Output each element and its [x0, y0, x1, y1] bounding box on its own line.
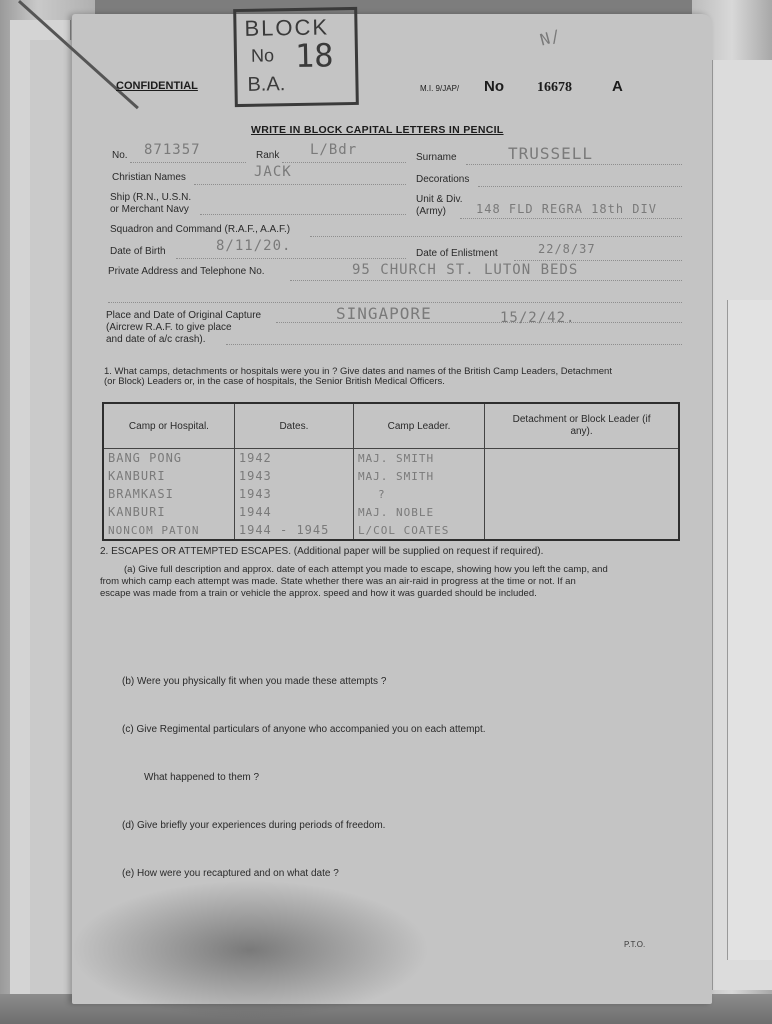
pto-label: P.T.O. [624, 940, 646, 949]
leader-cell: ? [353, 485, 484, 503]
camp-cell: NONCOM PATON [103, 521, 234, 540]
form-suffix: A [612, 78, 623, 95]
christian-names-value: JACK [254, 164, 292, 180]
header-camp: Camp or Hospital. [103, 403, 234, 449]
q2-a-line1: (a) Give full description and approx. date of each attempt you made to escape, showing how you left the camp, and [124, 564, 608, 575]
capture-label-1: Place and Date of Original Capture [106, 310, 262, 321]
detachment-cell [485, 449, 679, 468]
camp-cell: BANG PONG [103, 449, 234, 468]
instruction-heading: WRITE IN BLOCK CAPITAL LETTERS IN PENCIL [251, 124, 504, 136]
unit-label-1: Unit & Div. [416, 194, 463, 205]
surname-value: TRUSSELL [508, 144, 594, 163]
address-label: Private Address and Telephone No. [108, 266, 265, 277]
camp-cell: KANBURI [103, 503, 234, 521]
surname-label: Surname [416, 152, 457, 163]
corner-scribble: N/ [537, 25, 564, 50]
table-row [103, 521, 679, 540]
detachment-cell [485, 521, 679, 540]
stamp-line3: B.A. [247, 73, 286, 96]
leader-cell: MAJ. SMITH [353, 467, 484, 485]
dates-cell: 1944 [234, 503, 353, 521]
q2-a-line3: escape was made from a train or vehicle the approx. speed and how it was guarded should be included. [100, 588, 537, 599]
form-number: 16678 [537, 80, 572, 95]
stamp-line2: No [250, 45, 275, 66]
unit-label-2: (Army) [416, 206, 446, 217]
dob-value: 8/11/20. [216, 238, 292, 254]
detachment-cell [485, 503, 679, 521]
camps-table [102, 402, 680, 541]
ship-label-2: or Merchant Navy [110, 204, 189, 215]
enlistment-value: 22/8/37 [538, 242, 596, 256]
dates-cell: 1942 [234, 449, 353, 468]
leader-cell: MAJ. SMITH [353, 449, 484, 468]
capture-place: SINGAPORE [336, 304, 432, 323]
camp-cell: KANBURI [103, 467, 234, 485]
christian-names-label: Christian Names [112, 172, 186, 183]
stamp-number: 18 [294, 36, 334, 76]
confidential-label: CONFIDENTIAL [116, 80, 198, 92]
leader-cell: L/COL COATES [353, 521, 484, 540]
service-number-value: 871357 [144, 142, 201, 158]
squadron-label: Squadron and Command (R.A.F., A.A.F.) [110, 224, 291, 235]
no-label: No. [112, 150, 128, 161]
q2-b: (b) Were you physically fit when you made these attempts ? [122, 676, 387, 687]
q2-heading: 2. ESCAPES OR ATTEMPTED ESCAPES. (Additional paper will be supplied on request if required). [100, 546, 544, 557]
table-header-row [103, 403, 679, 449]
detachment-cell [485, 485, 679, 503]
q2-d: (d) Give briefly your experiences during periods of freedom. [122, 820, 386, 831]
photo-shadow [70, 880, 430, 1020]
table-row [103, 449, 679, 468]
header-dates: Dates. [234, 403, 353, 449]
dates-cell: 1943 [234, 485, 353, 503]
capture-date: 15/2/42. [500, 310, 576, 326]
table-row [103, 485, 679, 503]
rank-label: Rank [256, 150, 280, 161]
dates-cell: 1943 [234, 467, 353, 485]
leader-cell: MAJ. NOBLE [353, 503, 484, 521]
table-row [103, 503, 679, 521]
q2-a-line2: from which camp each attempt was made. State whether there was an air-raid in progress at the time or not. If an [100, 576, 576, 587]
stamp-line1: BLOCK [244, 14, 330, 41]
decorations-label: Decorations [416, 174, 470, 185]
camp-cell: BRAMKASI [103, 485, 234, 503]
q1-text-2: (or Block) Leaders or, in the case of hospitals, the Senior British Medical Officers. [104, 376, 445, 387]
form-ref: M.I. 9/JAP/ [420, 84, 460, 93]
detachment-cell [485, 467, 679, 485]
ship-label-1: Ship (R.N., U.S.N. [110, 192, 192, 203]
capture-label-3: and date of a/c crash). [106, 334, 206, 345]
q2-c-followup: What happened to them ? [144, 772, 260, 783]
unit-value: 148 FLD REGRA 18th DIV [476, 202, 657, 216]
dob-label: Date of Birth [110, 246, 166, 257]
table-row [103, 467, 679, 485]
q2-c: (c) Give Regimental particulars of anyone who accompanied you on each attempt. [122, 724, 486, 735]
rank-value: L/Bdr [310, 142, 358, 158]
capture-label-2: (Aircrew R.A.F. to give place [106, 322, 232, 333]
header-camp-leader: Camp Leader. [353, 403, 484, 449]
enlistment-label: Date of Enlistment [416, 248, 498, 259]
address-value: 95 CHURCH ST. LUTON BEDS [352, 262, 579, 278]
block-stamp [233, 7, 359, 107]
q1-text-1: 1. What camps, detachments or hospitals were you in ? Give dates and names of the British Camp Leaders, Detachment [104, 366, 612, 377]
dates-cell: 1944 - 1945 [234, 521, 353, 540]
q2-e: (e) How were you recaptured and on what date ? [122, 868, 339, 879]
number-label: No [484, 78, 504, 95]
header-detachment: Detachment or Block Leader (if any). [485, 403, 679, 449]
